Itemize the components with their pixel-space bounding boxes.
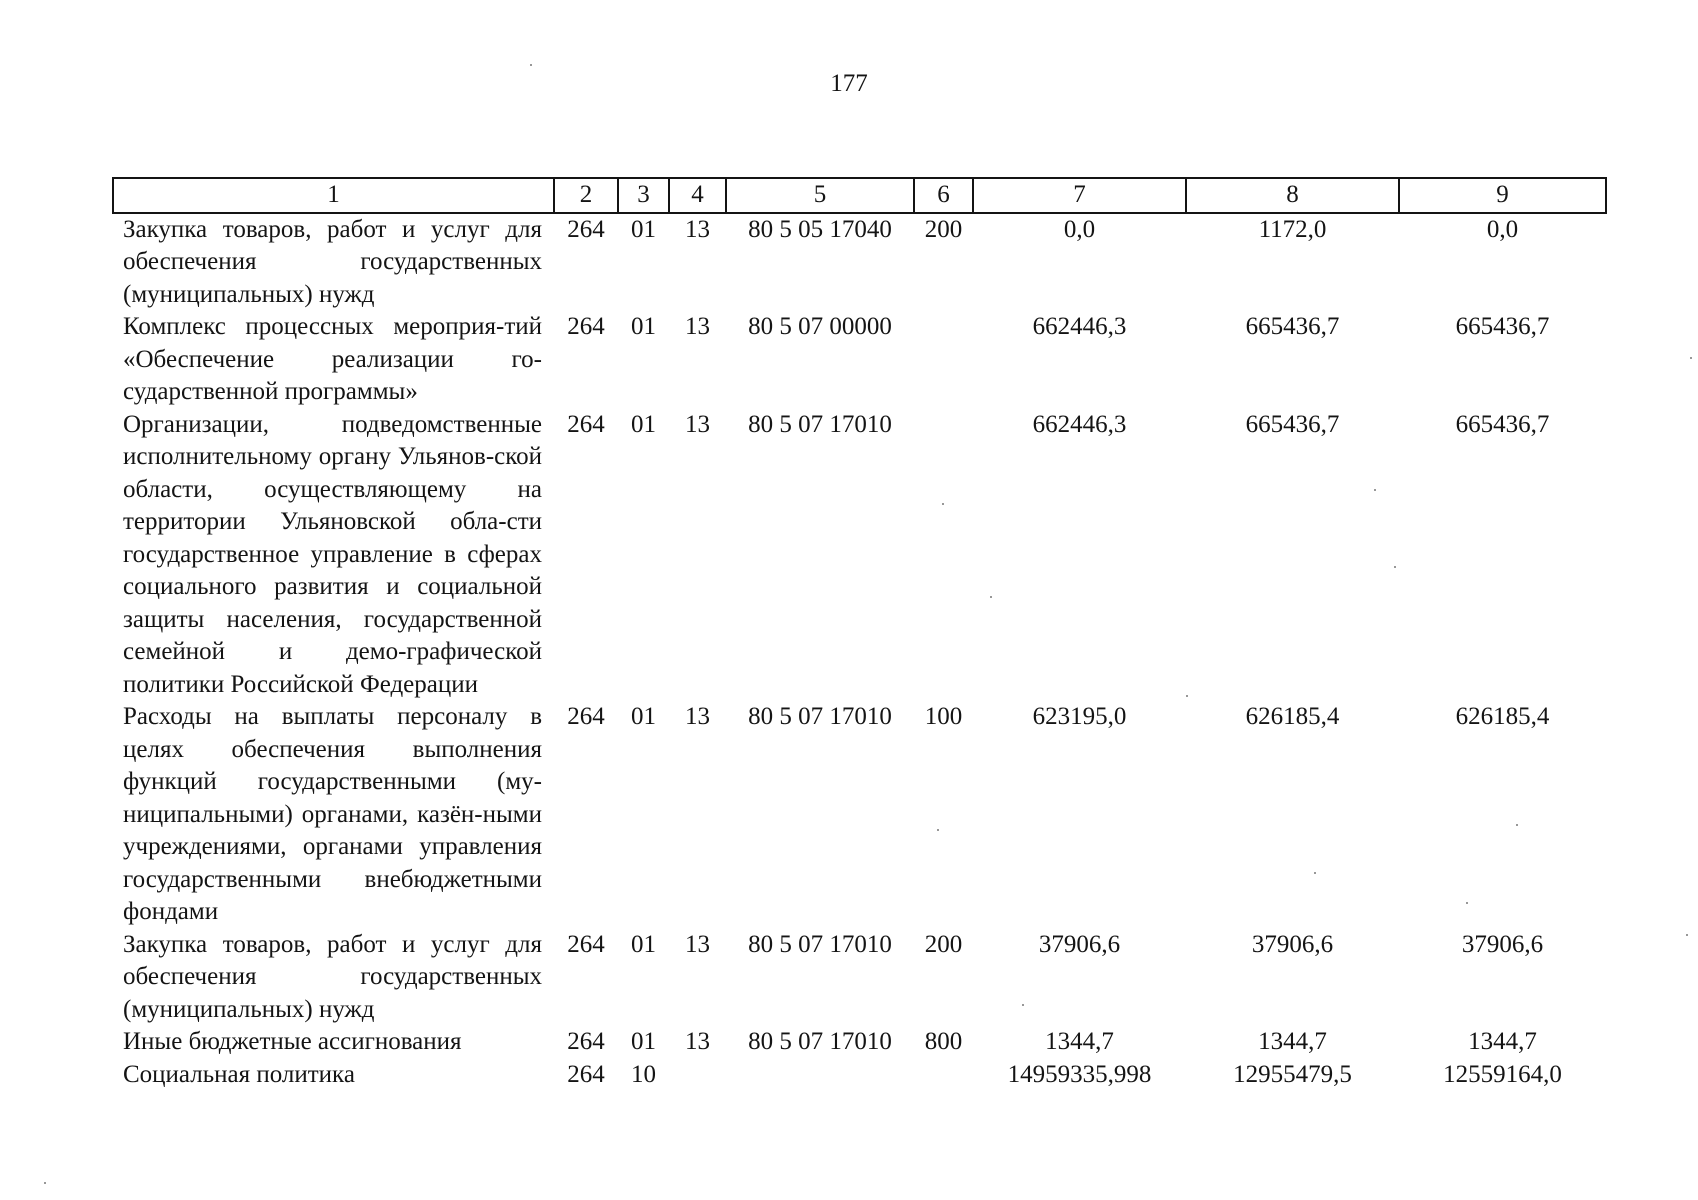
cell-amount-year3: 0,0 bbox=[1486, 215, 1519, 243]
cell-section: 10 bbox=[631, 1060, 656, 1088]
cell-subsection: 13 bbox=[685, 703, 710, 730]
column-header: 4 bbox=[669, 178, 726, 213]
cell-section: 01 bbox=[631, 215, 656, 243]
cell-ministry: 264 bbox=[567, 930, 605, 958]
column-header: 1 bbox=[113, 178, 554, 213]
header-row bbox=[113, 178, 1606, 213]
scan-speck bbox=[1022, 1004, 1024, 1006]
cell-target-article bbox=[726, 1059, 914, 1092]
cell-subsection: 13 bbox=[685, 930, 710, 958]
scan-speck bbox=[1314, 872, 1316, 874]
scan-speck bbox=[937, 829, 939, 831]
cell-subsection: 13 bbox=[685, 410, 710, 438]
cell-ministry: 264 bbox=[567, 1028, 605, 1055]
scan-speck bbox=[530, 64, 532, 66]
cell-ministry: 264 bbox=[567, 1060, 605, 1088]
cell-amount-year1: 37906,6 bbox=[1038, 930, 1121, 958]
cell-ministry: 264 bbox=[567, 410, 605, 438]
cell-target-article: 80 5 07 17010 bbox=[748, 930, 892, 958]
table-row bbox=[113, 213, 1606, 312]
cell-expense-type: 100 bbox=[924, 703, 963, 730]
cell-ministry: 264 bbox=[567, 703, 605, 730]
scan-speck bbox=[1374, 489, 1376, 491]
cell-subsection: 13 bbox=[685, 1028, 710, 1055]
cell-section: 01 bbox=[631, 313, 656, 340]
cell-target-article: 80 5 05 17040 bbox=[748, 215, 892, 243]
cell-amount-year3: 626185,4 bbox=[1455, 703, 1550, 730]
cell-section: 01 bbox=[631, 1028, 656, 1055]
cell-amount-year1: 14959335,998 bbox=[1007, 1060, 1152, 1088]
cell-expense-type: 200 bbox=[924, 215, 963, 243]
cell-subsection: 13 bbox=[685, 215, 710, 243]
cell-amount-year1: 1344,7 bbox=[1045, 1028, 1114, 1055]
cell-target-article: 80 5 07 17010 bbox=[748, 703, 892, 730]
column-header: 3 bbox=[618, 178, 669, 213]
scan-speck bbox=[1466, 902, 1468, 904]
scan-speck bbox=[44, 1182, 46, 1184]
cell-amount-year2: 1344,7 bbox=[1258, 1028, 1327, 1055]
cell-section: 01 bbox=[631, 930, 656, 958]
cell-section: 01 bbox=[631, 410, 656, 438]
cell-amount-year2: 626185,4 bbox=[1245, 703, 1340, 730]
table-row bbox=[113, 1059, 1606, 1092]
row-name: Иные бюджетные ассигнования bbox=[123, 1028, 462, 1055]
cell-target-article: 80 5 07 00000 bbox=[748, 313, 892, 340]
table-row bbox=[113, 929, 1606, 1027]
cell-amount-year2: 665436,7 bbox=[1245, 410, 1340, 438]
cell-expense-type bbox=[914, 409, 973, 702]
cell-ministry: 264 bbox=[567, 313, 605, 340]
scan-speck bbox=[1394, 566, 1396, 568]
cell-ministry: 264 bbox=[567, 215, 605, 243]
cell-section: 01 bbox=[631, 703, 656, 730]
row-name: Расходы на выплаты персоналу в целях обеспечения выполнения функций государственными (му-ниципальными) органами, казён-ными учреждениями, органами управления государственными внебюджетными фондами bbox=[123, 703, 542, 925]
cell-target-article: 80 5 07 17010 bbox=[748, 1028, 892, 1055]
cell-amount-year3: 37906,6 bbox=[1461, 930, 1544, 958]
scan-speck bbox=[1516, 824, 1518, 826]
cell-amount-year1: 623195,0 bbox=[1032, 703, 1127, 730]
page-number: 177 bbox=[830, 70, 868, 97]
row-name: Закупка товаров, работ и услуг для обеспечения государственных (муниципальных) нужд bbox=[123, 215, 542, 308]
table-row bbox=[113, 701, 1606, 929]
cell-target-article: 80 5 07 17010 bbox=[748, 410, 892, 438]
cell-amount-year1: 0,0 bbox=[1063, 215, 1096, 243]
cell-expense-type: 800 bbox=[924, 1028, 963, 1055]
cell-amount-year1: 662446,3 bbox=[1032, 410, 1127, 438]
column-header: 7 bbox=[973, 178, 1186, 213]
cell-expense-type: 200 bbox=[924, 930, 963, 958]
column-header: 9 bbox=[1399, 178, 1606, 213]
cell-expense-type bbox=[914, 311, 973, 409]
row-name: Организации, подведомственные исполнительному органу Ульянов-ской области, осуществляющему на территории Ульяновской обла-сти государственное управление в сферах социального развития и социальной защиты населения, государственной семейной и демо-графической политики Российской Федерации bbox=[123, 410, 542, 698]
row-name: Закупка товаров, работ и услуг для обеспечения государственных (муниципальных) нужд bbox=[123, 930, 542, 1023]
cell-amount-year2: 12955479,5 bbox=[1233, 1060, 1352, 1088]
table-row bbox=[113, 1026, 1606, 1059]
scan-speck bbox=[990, 596, 992, 598]
cell-expense-type bbox=[914, 1059, 973, 1092]
table-row bbox=[113, 311, 1606, 409]
column-header: 6 bbox=[914, 178, 973, 213]
cell-amount-year3: 665436,7 bbox=[1455, 410, 1550, 438]
column-header: 8 bbox=[1186, 178, 1399, 213]
cell-subsection bbox=[669, 1059, 726, 1092]
row-name: Социальная политика bbox=[123, 1060, 355, 1088]
cell-amount-year1: 662446,3 bbox=[1032, 313, 1127, 340]
scan-speck bbox=[1186, 695, 1188, 697]
cell-amount-year2: 1172,0 bbox=[1258, 215, 1327, 243]
budget-table bbox=[112, 177, 1607, 1091]
scan-speck bbox=[1686, 934, 1688, 936]
column-header: 2 bbox=[554, 178, 618, 213]
column-header: 5 bbox=[726, 178, 914, 213]
cell-amount-year3: 12559164,0 bbox=[1443, 1060, 1562, 1088]
table-row bbox=[113, 409, 1606, 702]
scan-speck bbox=[942, 503, 944, 505]
cell-amount-year3: 1344,7 bbox=[1468, 1028, 1537, 1055]
cell-subsection: 13 bbox=[685, 313, 710, 340]
cell-amount-year2: 37906,6 bbox=[1251, 930, 1334, 958]
cell-amount-year2: 665436,7 bbox=[1245, 313, 1340, 340]
scan-speck bbox=[1690, 357, 1692, 359]
row-name: Комплекс процессных мероприя-тий «Обеспечение реализации го-сударственной программы» bbox=[123, 313, 542, 405]
cell-amount-year3: 665436,7 bbox=[1455, 313, 1550, 340]
